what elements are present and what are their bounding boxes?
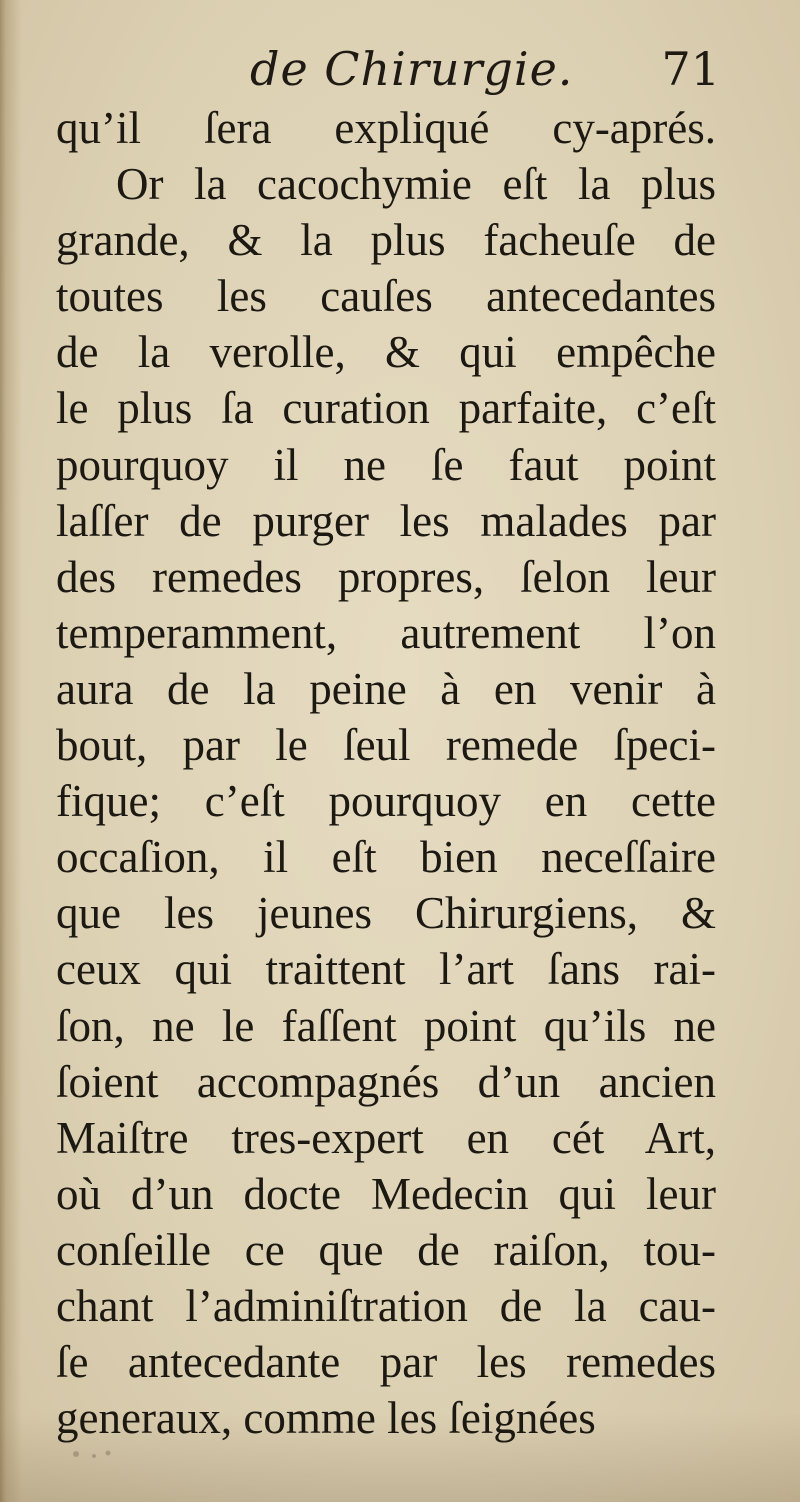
text-line: ſe antecedante par les remedes (56, 1337, 716, 1388)
text-line: ſoient accompagnés d’un ancien (56, 1056, 716, 1107)
text-line: pourquoy il ne ſe faut point (56, 439, 716, 490)
text-line: laſſer de purger les malades par (56, 495, 716, 546)
running-title: de Chirurgie. (250, 42, 574, 96)
text-line: ceux qui traittent l’art ſans rai- (56, 944, 716, 995)
page-number: 71 (661, 42, 720, 96)
show-through-mark (64, 1440, 124, 1468)
text-line: fique; c’eſt pourquoy en cette (56, 776, 716, 827)
text-line: Maiſtre tres-expert en cét Art, (56, 1112, 716, 1163)
text-line: qu’il ſera expliqué cy-aprés. (56, 103, 716, 153)
body-text (56, 100, 716, 1446)
text-line: de la verolle, & qui empêche (56, 327, 716, 378)
text-line: Or la cacochymie eſt la plus (116, 159, 716, 210)
text-line: où d’un docte Medecin qui leur (56, 1168, 716, 1219)
text-line: bout, par le ſeul remede ſpeci- (56, 720, 716, 771)
text-line: chant l’adminiſtration de la cau- (56, 1280, 716, 1331)
text-line: toutes les cauſes antecedantes (56, 271, 716, 322)
text-line: conſeille ce que de raiſon, tou- (56, 1224, 716, 1275)
text-line: le plus ſa curation parfaite, c’eſt (56, 383, 716, 434)
text-line: ſon, ne le faſſent point qu’ils ne (56, 1000, 716, 1051)
text-line: occaſion, il eſt bien neceſſaire (56, 832, 716, 883)
text-line: aura de la peine à en venir à (56, 663, 716, 714)
page-header (0, 36, 800, 96)
text-line: generaux, comme les ſeignées (56, 1393, 596, 1444)
text-line: que les jeunes Chirurgiens, & (56, 888, 716, 939)
text-line: grande, & la plus facheuſe de (56, 215, 716, 266)
text-line: temperamment, autrement l’on (56, 607, 716, 658)
text-line: des remedes propres, ſelon leur (56, 551, 716, 602)
